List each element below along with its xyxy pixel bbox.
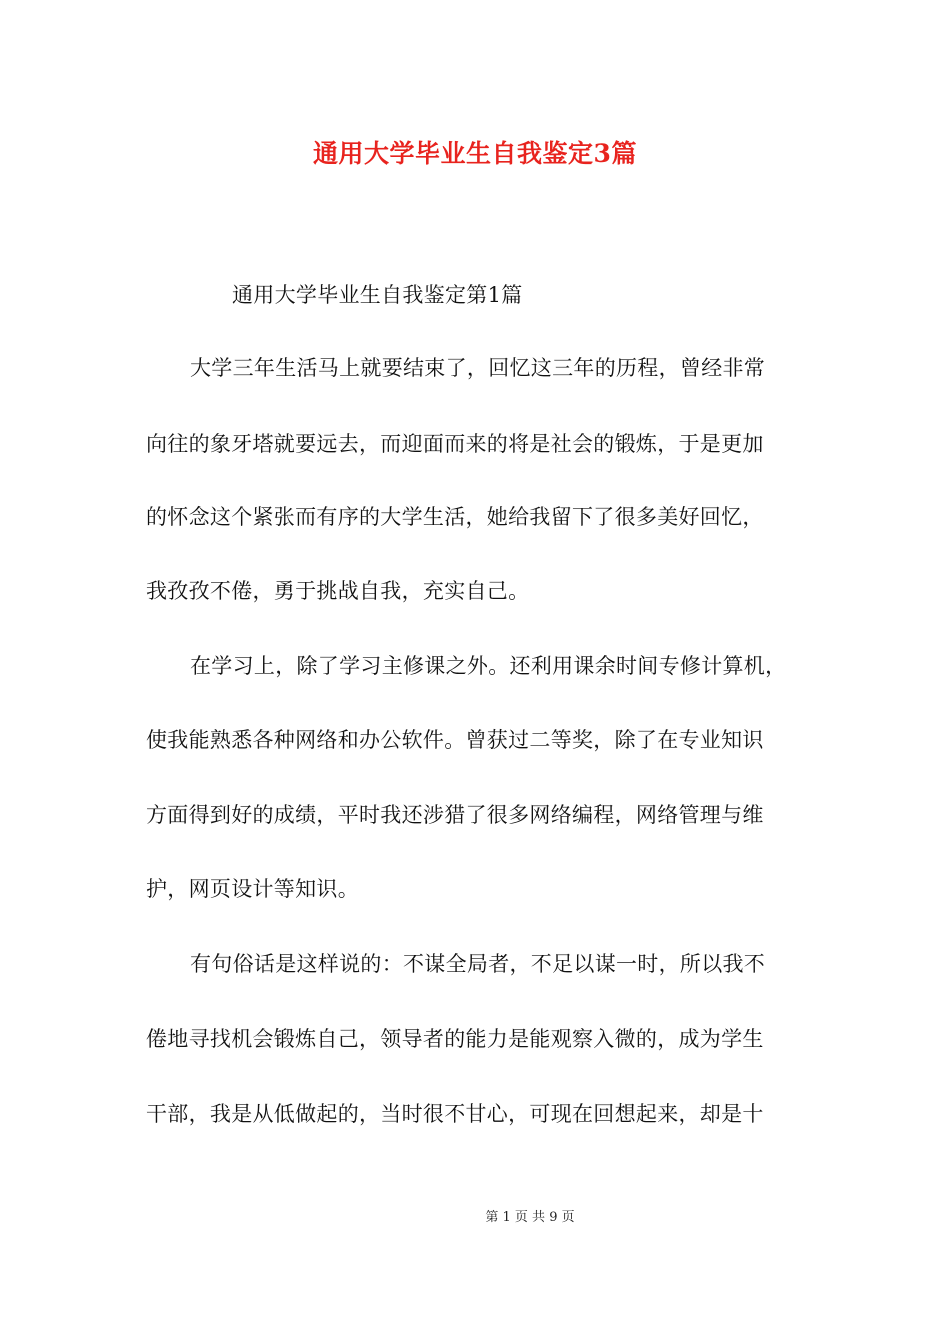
paragraph-line: 护，网页设计等知识。: [146, 877, 359, 901]
paragraph-line: 干部，我是从低做起的，当时很不甘心，可现在回想起来，却是十: [146, 1102, 764, 1126]
paragraph-line: 倦地寻找机会锻炼自己，领导者的能力是能观察入微的，成为学生: [146, 1027, 764, 1051]
paragraph-line: 我孜孜不倦，勇于挑战自我，充实自己。: [146, 579, 530, 603]
paragraph-line: 有句俗话是这样说的：不谋全局者，不足以谋一时，所以我不: [190, 952, 766, 976]
paragraph-line: 使我能熟悉各种网络和办公软件。曾获过二等奖，除了在专业知识: [146, 728, 764, 752]
paragraph-line: 方面得到好的成绩，平时我还涉猎了很多网络编程，网络管理与维: [146, 803, 764, 827]
document-title: 通用大学毕业生自我鉴定3篇: [313, 139, 637, 168]
paragraph-line: 的怀念这个紧张而有序的大学生活，她给我留下了很多美好回忆，: [146, 505, 764, 529]
page-number: 第 1 页 共 9 页: [485, 1210, 575, 1225]
paragraph-line: 在学习上，除了学习主修课之外。还利用课余时间专修计算机，: [190, 654, 787, 678]
section-heading: 通用大学毕业生自我鉴定第1篇: [232, 283, 523, 307]
paragraph-line: 向往的象牙塔就要远去，而迎面而来的将是社会的锻炼，于是更加: [146, 432, 764, 456]
paragraph-line: 大学三年生活马上就要结束了，回忆这三年的历程，曾经非常: [190, 356, 766, 380]
